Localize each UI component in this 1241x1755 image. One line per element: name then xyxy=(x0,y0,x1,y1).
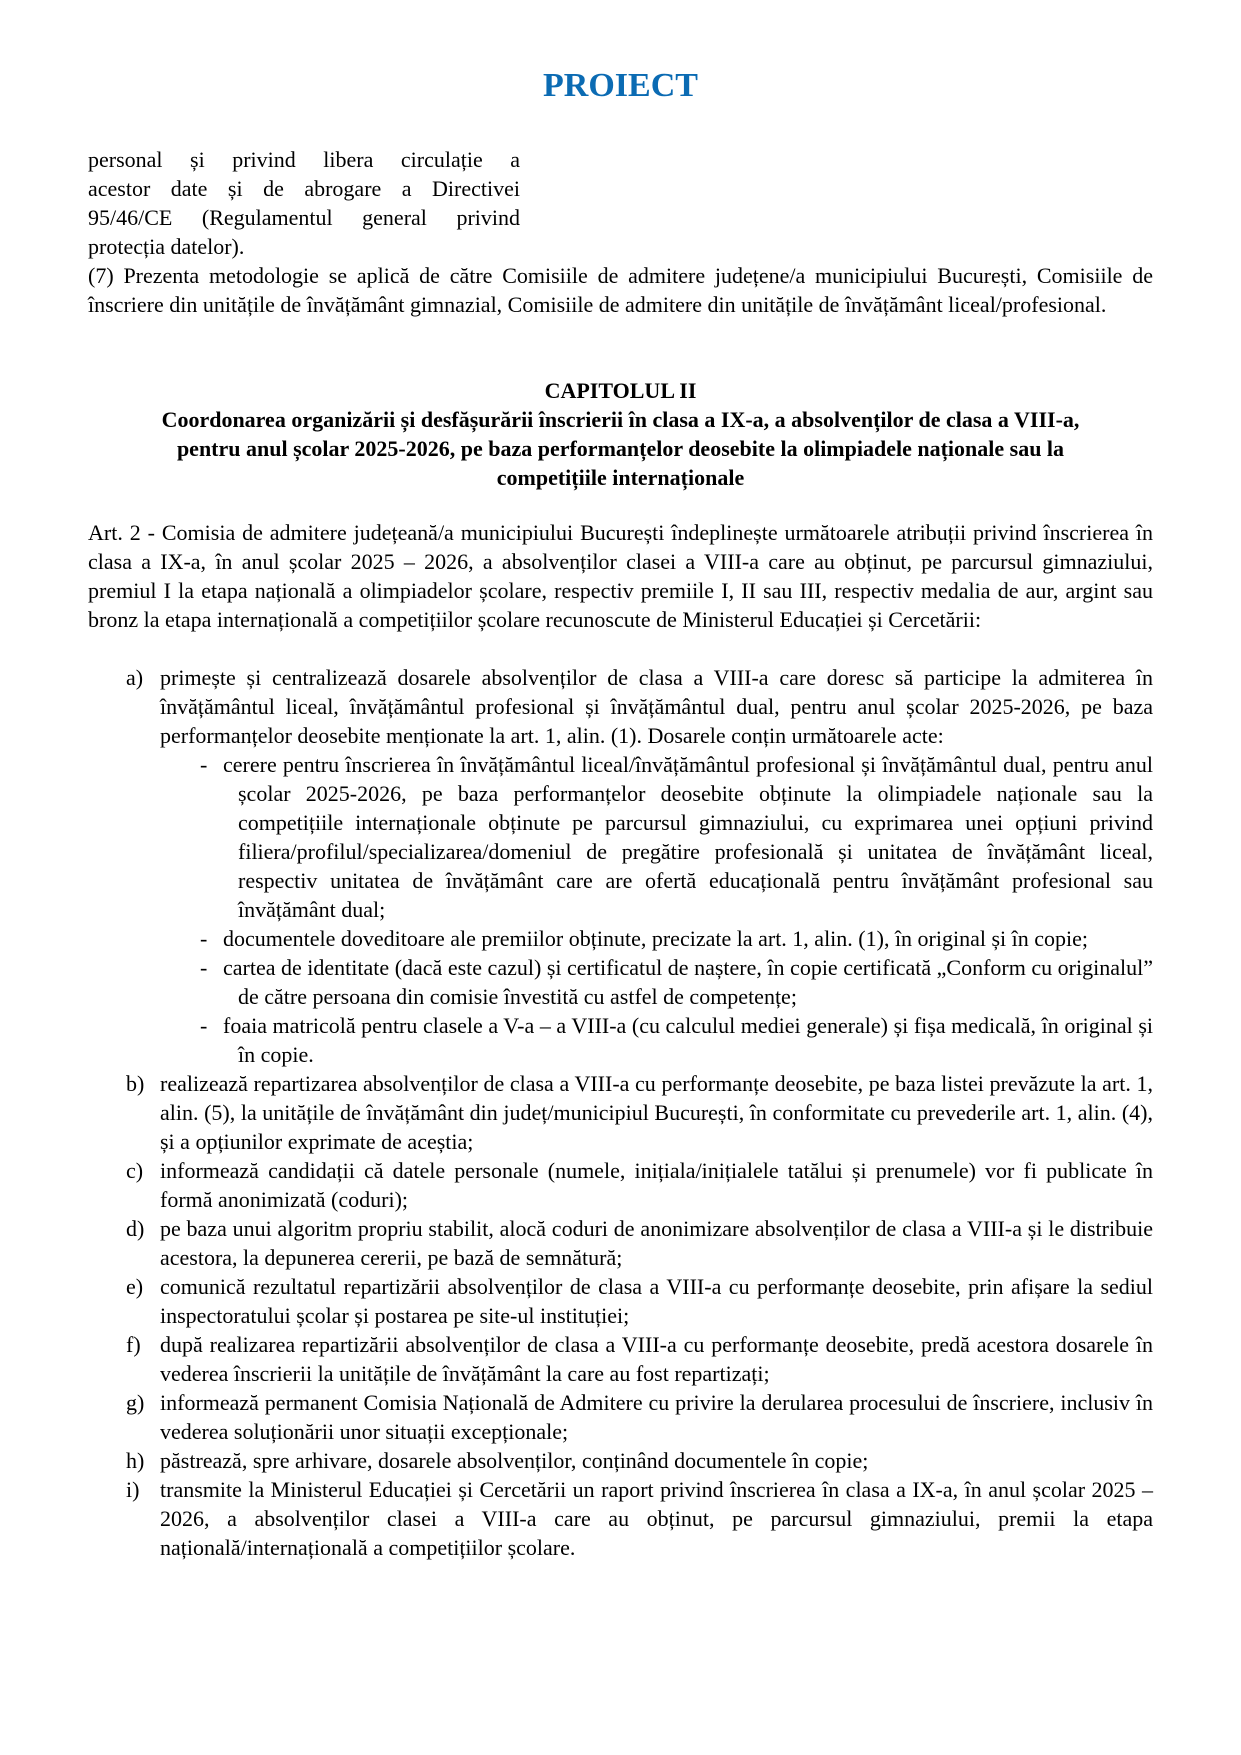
chapter-title-line: pentru anul școlar 2025-2026, pe baza performanțelor deosebite la olimpiadele naționale sau la xyxy=(176,436,1065,461)
dash-marker: - xyxy=(200,1013,208,1038)
column-fragment xyxy=(88,145,520,261)
sub-item-text: cerere pentru înscrierea în învățământul liceal/învățământul profesional și învățământul dual, pentru anul școlar 2025-2026, pe baza performanțelor deosebite obținute la olimpiadele naționale sau la competițiile internaționale obținute pe parcursul gimnaziului, cu exprimarea unei opțiuni privind filiera/profilul/specializarea/domeniul de pregătire profesională și unitatea de învățământ liceal, respectiv unitatea de învățământ care are ofertă educațională pentru învățământ profesional sau învățământ dual; xyxy=(223,752,1153,922)
sub-item-text: foaia matricolă pentru clasele a V-a – a VIII-a (cu calculul mediei generale) și fișa medicală, în original și în copie. xyxy=(223,1013,1153,1067)
item-text: comunică rezultatul repartizării absolvenților de clasa a VIII-a cu performanțe deosebite, prin afișare la sediul inspectoratului școlar și postarea pe site-ul instituției; xyxy=(160,1274,1153,1328)
item-label: c) xyxy=(126,1158,144,1183)
list-item xyxy=(88,1214,1153,1272)
list-item xyxy=(88,1272,1153,1330)
sub-item-text: cartea de identitate (dacă este cazul) și certificatul de naștere, în copie certificată „Conform cu originalul” de către persoana din comisie învestită cu astfel de competențe; xyxy=(223,955,1153,1009)
chapter-title-line: Coordonarea organizării și desfășurării înscrierii în clasa a IX-a, a absolvenților de clasa a VIII-a, xyxy=(161,407,1080,432)
chapter-number: CAPITOLUL II xyxy=(544,378,697,403)
fragment-line: acestor date și de abrogare a Directivei xyxy=(88,176,520,201)
item-text: pe baza unui algoritm propriu stabilit, alocă coduri de anonimizare absolvenților de clasa a VIII-a și le distribuie acestora, la depunerea cererii, pe bază de semnătură; xyxy=(160,1216,1153,1270)
sub-item xyxy=(88,953,1153,1011)
item-label: d) xyxy=(126,1216,145,1241)
item-label: e) xyxy=(126,1274,144,1299)
item-label: f) xyxy=(126,1332,141,1357)
list-item xyxy=(88,1446,1153,1475)
item-label: g) xyxy=(126,1390,145,1415)
item-label: b) xyxy=(126,1071,145,1096)
item-label: h) xyxy=(126,1448,145,1473)
sub-item xyxy=(88,1011,1153,1069)
paragraph-7: (7) Prezenta metodologie se aplică de către Comisiile de admitere județene/a municipiului București, Comisiile de înscriere din unitățile de învățământ gimnazial, Comisiile de admitere din unitățile de învățământ liceal/profesional. xyxy=(88,263,1153,317)
item-text: păstrează, spre arhivare, dosarele absolvenților, conținând documentele în copie; xyxy=(160,1448,869,1473)
list-item xyxy=(88,1156,1153,1214)
chapter-heading xyxy=(88,376,1153,492)
fragment-line: 95/46/CE (Regulamentul general privind xyxy=(88,205,520,230)
dash-marker: - xyxy=(200,752,208,777)
fragment-line: personal și privind libera circulație a xyxy=(88,147,520,172)
sub-item xyxy=(88,750,1153,924)
item-label: a) xyxy=(126,665,144,690)
list-item xyxy=(88,1330,1153,1388)
item-text: primește și centralizează dosarele absolvenților de clasa a VIII-a care doresc să participe la admiterea în învățământul liceal, învățământul profesional și învățământul dual, pentru anul școlar 2025-2026, pe baza performanțelor deosebite menționate la art. 1, alin. (1). Dosarele conțin următoarele acte: xyxy=(160,665,1153,748)
sub-item xyxy=(88,924,1153,953)
item-text: după realizarea repartizării absolvenților de clasa a VIII-a cu performanțe deosebite, predă acestora dosarele în vederea înscrierii la unitățile de învățământ la care au fost repartizați; xyxy=(160,1332,1153,1386)
item-text: informează permanent Comisia Națională de Admitere cu privire la derularea procesului de înscriere, inclusiv în vederea soluționării unor situații excepționale; xyxy=(160,1390,1153,1444)
attributions-list xyxy=(88,663,1153,1562)
sub-item-text: documentele doveditoare ale premiilor obținute, precizate la art. 1, alin. (1), în original și în copie; xyxy=(223,926,1089,951)
dash-marker: - xyxy=(200,926,208,951)
project-stamp: PROIECT xyxy=(543,67,698,104)
fragment-line: protecția datelor). xyxy=(88,234,245,259)
chapter-title-line: competițiile internaționale xyxy=(496,465,745,490)
item-text: informează candidații că datele personale (numele, inițiala/inițialele tatălui și prenumele) vor fi publicate în formă anonimizată (coduri); xyxy=(160,1158,1153,1212)
item-text: realizează repartizarea absolvenților de clasa a VIII-a cu performanțe deosebite, pe baza listei prevăzute la art. 1, alin. (5), la unitățile de învățământ din județ/municipiul București, în conformitate cu prevederile art. 1, alin. (4), și a opțiunilor exprimate de aceștia; xyxy=(160,1071,1153,1154)
list-item xyxy=(88,1475,1153,1562)
list-item xyxy=(88,663,1153,1069)
dash-marker: - xyxy=(200,955,208,980)
article-2-intro: Art. 2 - Comisia de admitere județeană/a municipiului București îndeplinește următoarele atribuții privind înscrierea în clasa a IX-a, în anul școlar 2025 – 2026, a absolvenților clasei a VIII-a care au obținut, pe parcursul gimnaziului, premiul I la etapa națională a olimpiadelor școlare, respectiv premiile I, II sau III, respectiv medalia de aur, argint sau bronz la etapa internațională a competițiilor școlare recunoscute de Ministerul Educației și Cercetării: xyxy=(88,520,1153,632)
item-text: transmite la Ministerul Educației și Cercetării un raport privind înscrierea în clasa a IX-a, în anul școlar 2025 – 2026, a absolvenților clasei a VIII-a care au obținut, pe parcursul gimnaziului, premii la etapa națională/internațională a competițiilor școlare. xyxy=(160,1477,1153,1560)
item-label: i) xyxy=(126,1477,140,1502)
list-item xyxy=(88,1388,1153,1446)
list-item xyxy=(88,1069,1153,1156)
